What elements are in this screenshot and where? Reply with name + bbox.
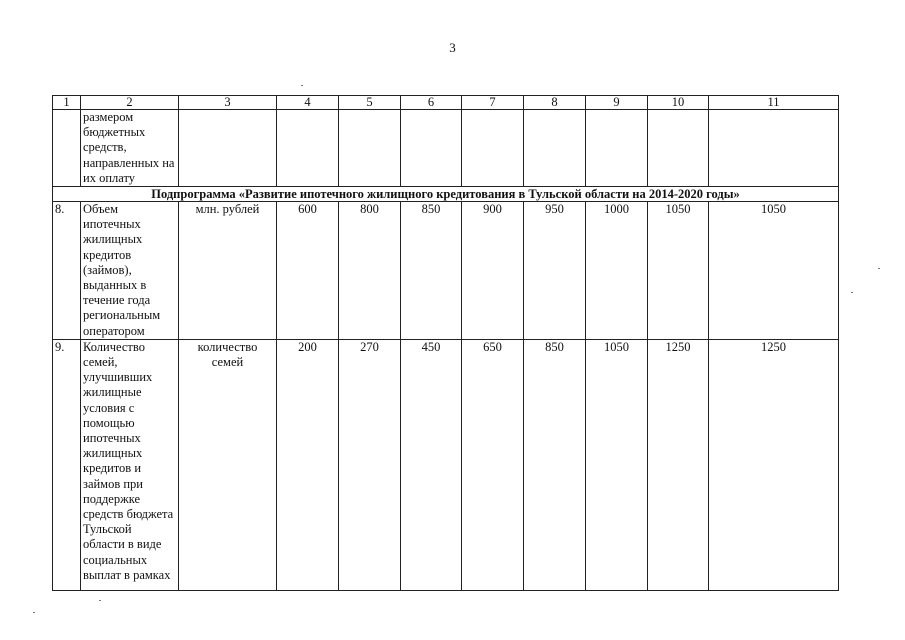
value-cell [709,110,839,187]
table-row [53,202,839,340]
value-cell [277,110,339,187]
value-cell: 650 [462,339,524,590]
value-cell: 1000 [586,202,648,340]
value-cell [462,110,524,187]
indicator-name: размером бюджетных средств, направленных на их оплату [81,110,179,187]
column-header: 11 [709,96,839,110]
row-number: 8. [53,202,81,340]
value-cell: 800 [339,202,401,340]
column-header: 6 [401,96,462,110]
unit-cell: количество семей [179,339,277,590]
column-header: 9 [586,96,648,110]
value-cell: 270 [339,339,401,590]
indicator-name: Количество семей, улучшивших жилищные условия с помощью ипотечных жилищных кредитов и займов при поддержке средств бюджета Тульской области в виде социальных выплат в рамках [81,339,179,590]
subprogram-row [53,187,839,202]
scan-speck [301,85,303,86]
value-cell [339,110,401,187]
row-number [53,110,81,187]
value-cell: 900 [462,202,524,340]
indicator-name: Объем ипотечных жилищных кредитов (займов), выданных в течение года региональным оператором [81,202,179,340]
value-cell: 850 [524,339,586,590]
value-cell: 1050 [648,202,709,340]
row-number: 9. [53,339,81,590]
page-number: 3 [449,40,456,55]
column-header: 10 [648,96,709,110]
scan-speck [878,268,880,269]
table-row-continuation [53,110,839,187]
unit-cell [179,110,277,187]
value-cell: 1050 [586,339,648,590]
value-cell: 600 [277,202,339,340]
column-header: 3 [179,96,277,110]
value-cell [524,110,586,187]
scan-speck [99,600,101,601]
column-header: 5 [339,96,401,110]
column-header: 2 [81,96,179,110]
table-row [53,339,839,590]
value-cell: 200 [277,339,339,590]
value-cell: 1250 [709,339,839,590]
column-header: 8 [524,96,586,110]
value-cell [401,110,462,187]
value-cell: 1050 [709,202,839,340]
indicators-table [52,95,839,591]
table-header-row [53,96,839,110]
value-cell [648,110,709,187]
column-header: 1 [53,96,81,110]
value-cell: 1250 [648,339,709,590]
scan-speck [851,292,853,293]
subprogram-title: Подпрограмма «Развитие ипотечного жилищного кредитования в Тульской области на 2014-2020 годы» [53,187,839,202]
value-cell: 850 [401,202,462,340]
scan-speck [33,612,35,613]
value-cell [586,110,648,187]
column-header: 4 [277,96,339,110]
column-header: 7 [462,96,524,110]
unit-cell: млн. рублей [179,202,277,340]
value-cell: 950 [524,202,586,340]
value-cell: 450 [401,339,462,590]
